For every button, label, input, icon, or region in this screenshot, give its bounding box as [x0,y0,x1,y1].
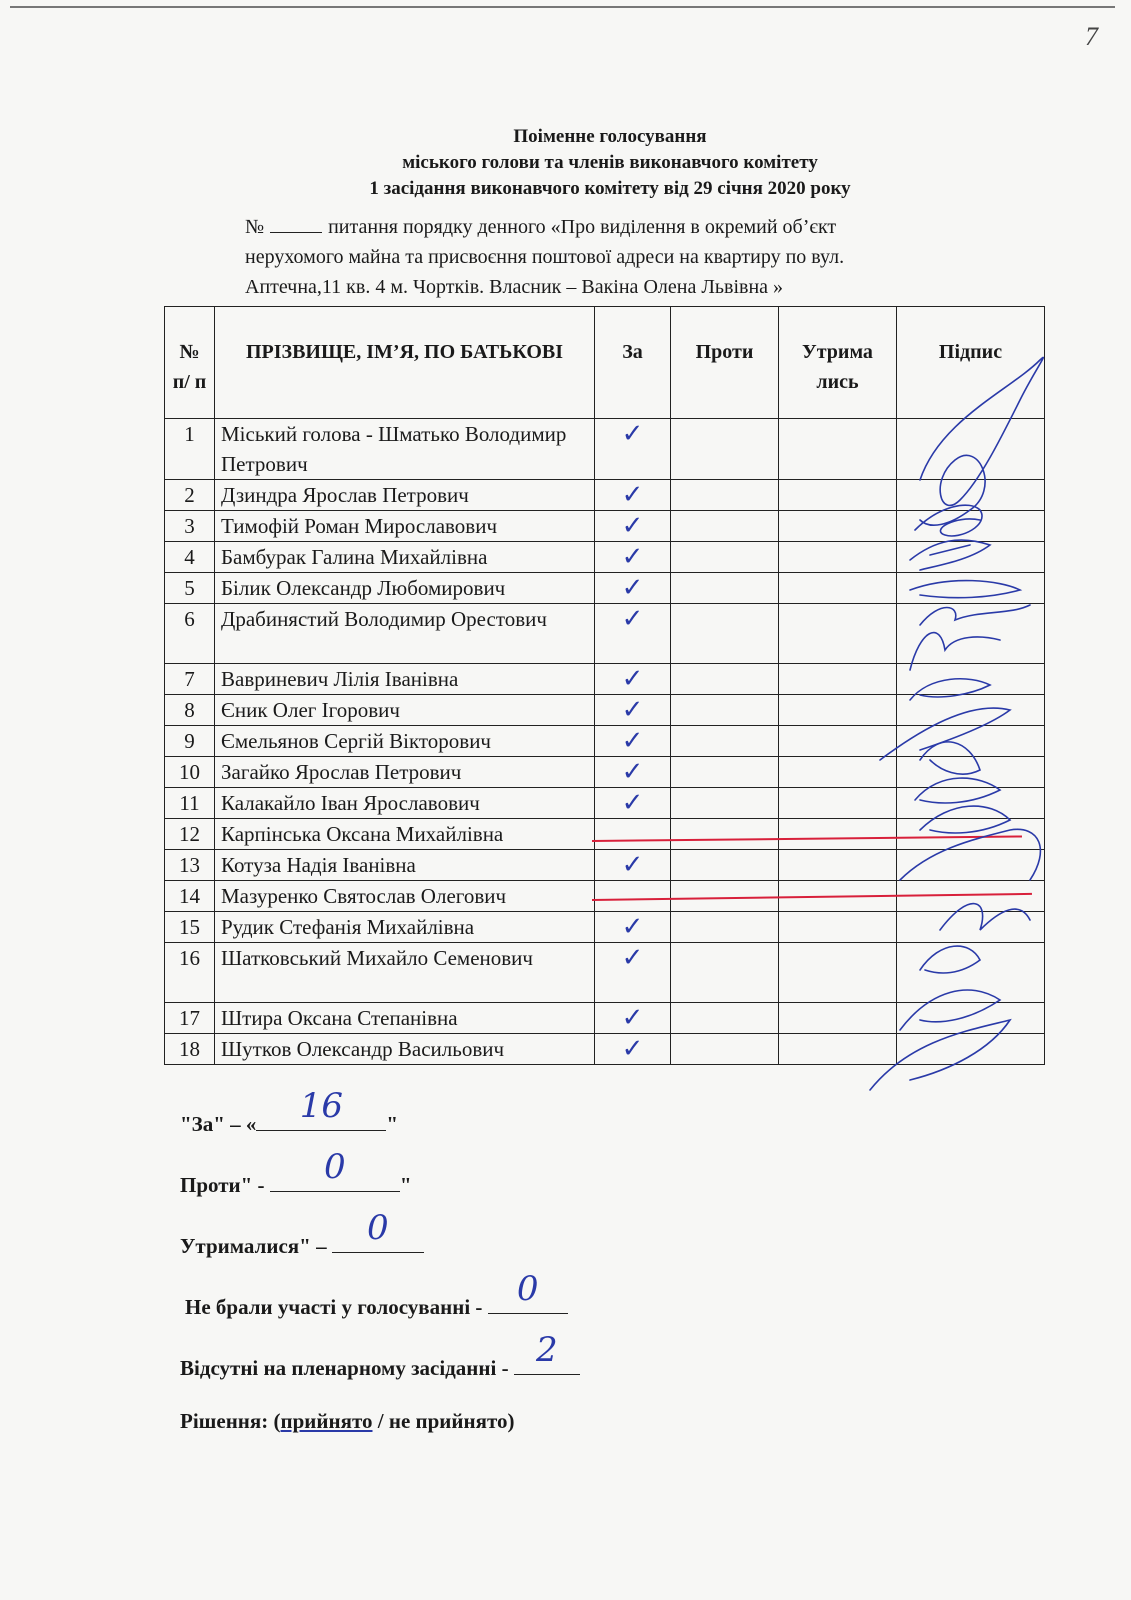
heading-line-2: міського голови та членів виконавчого комітету [402,152,818,173]
totals-not-voted [185,1269,568,1320]
totals-for-close: " [386,1112,399,1136]
totals-for-value: 16 [299,1086,344,1126]
row-for [595,480,671,511]
row-abstained [779,604,897,664]
row-against [671,695,779,726]
row-signature [897,1003,1045,1034]
row-signature [897,788,1045,819]
totals-absent-value: 2 [536,1330,558,1370]
question-number-blank [270,216,322,233]
row-name: Рудик Стефанія Михайлівна [215,912,595,943]
row-name: Білик Олександр Любомирович [215,573,595,604]
decision-label: Рішення: [180,1409,269,1433]
table-row [165,542,1045,573]
row-abstained [779,1034,897,1065]
header-abstained: Утрима лись [779,307,897,419]
row-name: Мазуренко Святослав Олегович [215,881,595,912]
header-name: ПРІЗВИЩЕ, ІМ’Я, ПО БАТЬКОВІ [215,307,595,419]
decision-open: ( [273,1409,281,1433]
heading-line-3: 1 засідання виконавчого комітету від 29 січня 2020 року [369,178,851,199]
row-for [595,757,671,788]
row-name: Штира Оксана Степанівна [215,1003,595,1034]
totals-against-label: Проти" - [180,1173,265,1197]
row-for [595,912,671,943]
row-abstained [779,912,897,943]
header-for: За [595,307,671,419]
row-against [671,819,779,850]
row-for [595,542,671,573]
row-for [595,1034,671,1065]
row-name: Драбинястий Володимир Орестович [215,604,595,664]
check-icon: ✓ [621,695,644,725]
table-row [165,1034,1045,1065]
row-name: Бамбурак Галина Михайлівна [215,542,595,573]
row-num: 4 [165,542,215,573]
row-for [595,726,671,757]
totals-absent [180,1330,580,1381]
row-for [595,819,671,850]
totals-abstained-fill [332,1208,424,1253]
row-num: 2 [165,480,215,511]
row-against [671,419,779,480]
row-name: Загайко Ярослав Петрович [215,757,595,788]
row-abstained [779,943,897,1003]
row-num: 11 [165,788,215,819]
row-against [671,604,779,664]
page-top-border [10,6,1115,8]
question-number-sign: № [245,216,265,238]
row-against [671,788,779,819]
row-abstained [779,664,897,695]
totals-for [180,1086,399,1137]
decision-close: ) [507,1409,515,1433]
check-icon: ✓ [621,788,644,818]
totals-against-fill [270,1147,400,1192]
agenda-question [245,212,1045,302]
row-for [595,604,671,664]
row-num: 8 [165,695,215,726]
check-icon: ✓ [621,542,644,572]
row-signature [897,604,1045,664]
totals-abstained-value: 0 [367,1208,389,1248]
row-against [671,1003,779,1034]
row-for [595,664,671,695]
row-signature [897,757,1045,788]
row-signature [897,573,1045,604]
row-abstained [779,819,897,850]
row-signature [897,726,1045,757]
totals-abstained [180,1208,424,1259]
totals-against [180,1147,412,1198]
table-row [165,1003,1045,1034]
totals-for-label: "За" – « [180,1112,257,1136]
check-icon: ✓ [621,726,644,756]
table-row [165,419,1045,480]
table-row [165,604,1045,664]
question-line-3: Аптечна,11 кв. 4 м. Чортків. Власник – Вакіна Олена Львівна » [245,276,784,298]
row-signature [897,943,1045,1003]
row-signature [897,819,1045,850]
totals-absent-fill [514,1330,580,1375]
check-icon: ✓ [621,1034,644,1064]
table-row [165,943,1045,1003]
check-icon: ✓ [621,943,644,973]
totals-against-value: 0 [323,1147,346,1187]
row-signature [897,542,1045,573]
row-name: Карпінська Оксана Михайлівна [215,819,595,850]
check-icon: ✓ [621,1003,644,1033]
row-against [671,542,779,573]
table-row [165,850,1045,881]
row-for [595,1003,671,1034]
table-row [165,573,1045,604]
row-num: 9 [165,726,215,757]
row-name: Котуза Надія Іванівна [215,850,595,881]
row-num: 7 [165,664,215,695]
decision-rejected: не прийнято [388,1409,508,1433]
row-signature [897,850,1045,881]
totals-not-voted-label: Не брали участі у голосуванні - [185,1295,483,1319]
table-row [165,695,1045,726]
row-abstained [779,850,897,881]
row-for [595,881,671,912]
row-abstained [779,511,897,542]
row-against [671,757,779,788]
document-heading [160,124,1060,202]
row-name: Дзиндра Ярослав Петрович [215,480,595,511]
row-name: Ємельянов Сергій Вікторович [215,726,595,757]
row-abstained [779,695,897,726]
decision [180,1409,515,1434]
row-name: Тимофій Роман Мирославович [215,511,595,542]
row-against [671,943,779,1003]
row-against [671,573,779,604]
row-against [671,912,779,943]
row-for [595,419,671,480]
row-abstained [779,573,897,604]
decision-separator: / [372,1409,389,1433]
row-num: 5 [165,573,215,604]
row-name: Вавриневич Лілія Іванівна [215,664,595,695]
row-num: 16 [165,943,215,1003]
check-icon: ✓ [621,604,644,634]
header-signature: Підпис [897,307,1045,419]
row-signature [897,664,1045,695]
check-icon: ✓ [621,573,644,603]
question-line-2: нерухомого майна та присвоєння поштової адреси на квартиру по вул. [245,246,845,268]
row-abstained [779,1003,897,1034]
row-num: 10 [165,757,215,788]
row-against [671,1034,779,1065]
page-number: 7 [1085,22,1098,51]
table-row [165,912,1045,943]
check-icon: ✓ [621,480,644,510]
totals-absent-label: Відсутні на пленарному засіданні - [180,1356,509,1380]
row-for [595,511,671,542]
check-icon: ✓ [621,850,644,880]
row-against [671,511,779,542]
row-against [671,726,779,757]
table-row [165,511,1045,542]
row-name: Єник Олег Ігорович [215,695,595,726]
row-abstained [779,480,897,511]
decision-accepted: прийнято [280,1409,373,1433]
row-abstained [779,788,897,819]
row-abstained [779,419,897,480]
row-num: 12 [165,819,215,850]
header-against: Проти [671,307,779,419]
row-against [671,850,779,881]
row-signature [897,912,1045,943]
question-line-1 [245,212,1045,242]
table-row [165,664,1045,695]
voting-table [164,306,1045,1065]
row-num: 18 [165,1034,215,1065]
totals-not-voted-value: 0 [516,1269,539,1309]
totals-not-voted-fill [488,1269,568,1314]
row-signature [897,419,1045,480]
table-row [165,788,1045,819]
row-for [595,573,671,604]
table-row [165,480,1045,511]
totals-for-fill [256,1086,386,1131]
heading-line-1: Поіменне голосування [513,126,707,147]
row-against [671,664,779,695]
row-num: 14 [165,881,215,912]
table-row [165,819,1045,850]
row-name: Шутков Олександр Васильович [215,1034,595,1065]
table-header-row [165,307,1045,419]
row-signature [897,695,1045,726]
row-for [595,850,671,881]
row-signature [897,1034,1045,1065]
row-num: 15 [165,912,215,943]
check-icon: ✓ [621,511,644,541]
row-num: 17 [165,1003,215,1034]
row-name: Шатковський Михайло Семенович [215,943,595,1003]
row-abstained [779,726,897,757]
totals-against-close: " [399,1173,412,1197]
row-name: Міський голова - Шматько Володимир Петрович [215,419,595,480]
row-signature [897,511,1045,542]
row-num: 1 [165,419,215,480]
question-line-1-text: питання порядку денного «Про виділення в окремий об’єкт [328,216,837,238]
row-against [671,480,779,511]
row-num: 13 [165,850,215,881]
row-signature [897,480,1045,511]
row-for [595,695,671,726]
row-num: 3 [165,511,215,542]
row-num: 6 [165,604,215,664]
check-icon: ✓ [621,664,644,694]
check-icon: ✓ [621,757,644,787]
table-row [165,757,1045,788]
row-abstained [779,542,897,573]
row-for [595,943,671,1003]
totals-abstained-label: Утрималися" – [180,1234,327,1258]
table-row [165,726,1045,757]
row-for [595,788,671,819]
check-icon: ✓ [621,419,644,449]
row-name: Калакайло Іван Ярославович [215,788,595,819]
check-icon: ✓ [621,912,644,942]
header-num: № п/ п [165,307,215,419]
row-abstained [779,757,897,788]
